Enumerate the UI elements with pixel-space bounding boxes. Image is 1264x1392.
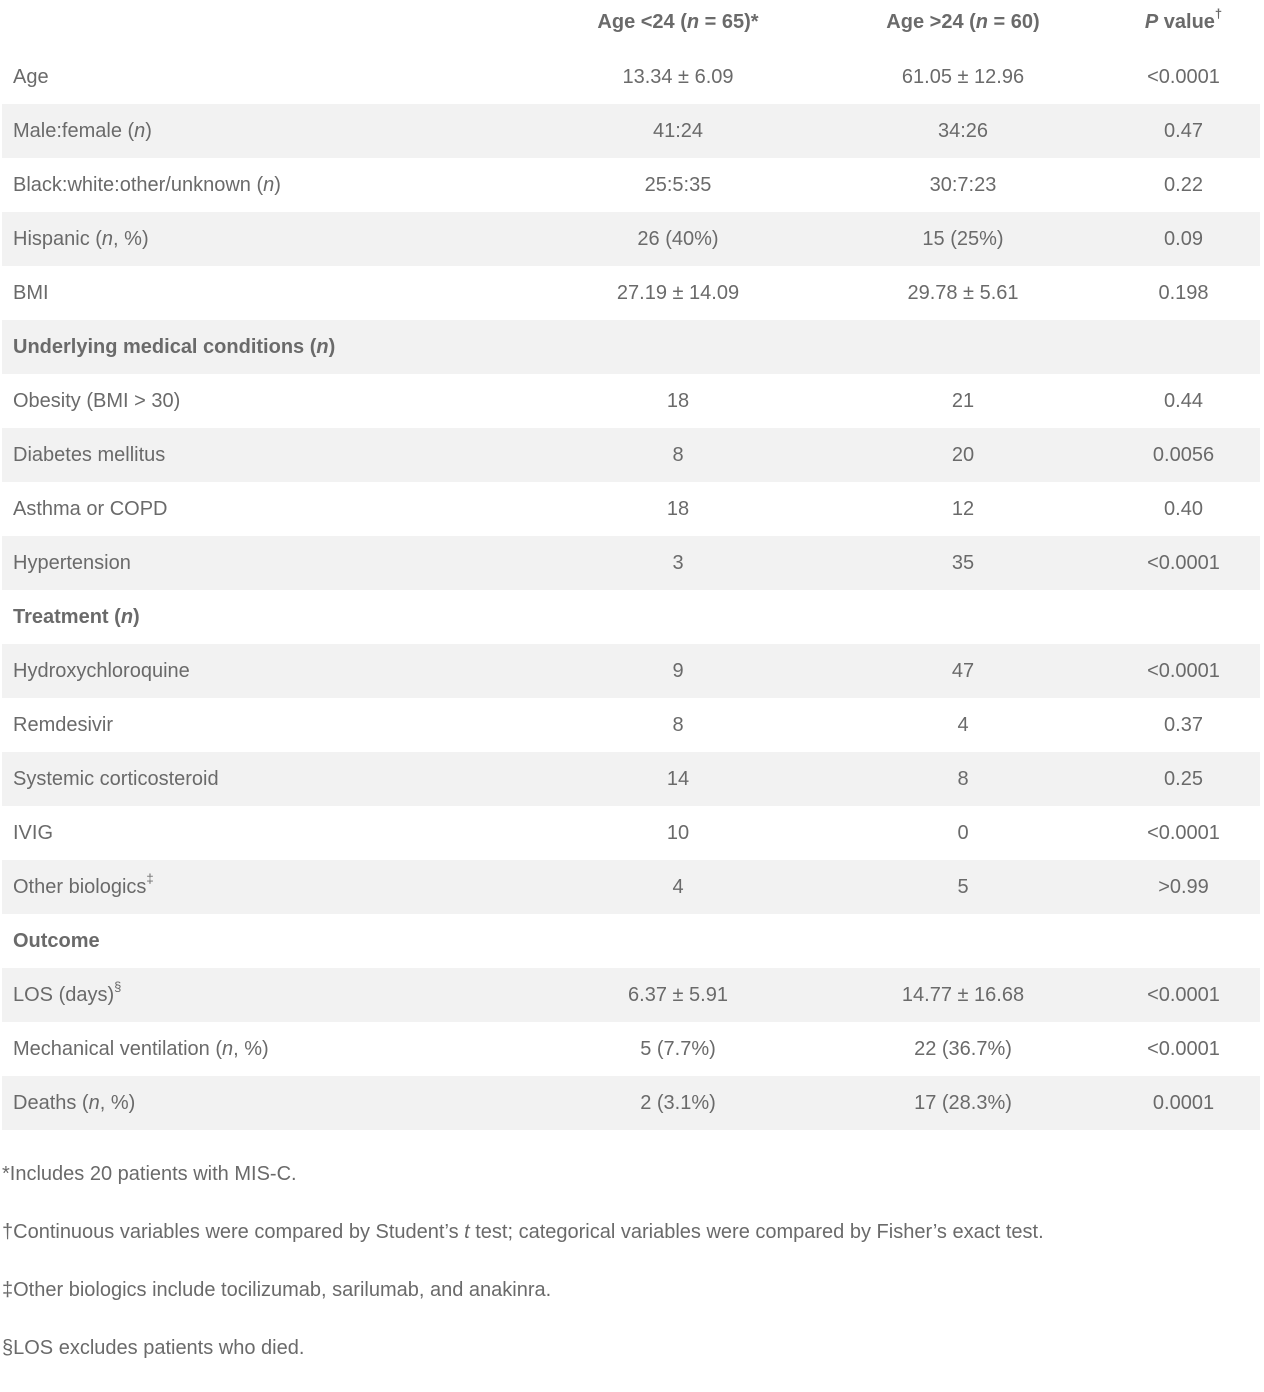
row-label-pre: Diabetes mellitus [13,443,166,466]
value-age-under-24: 9 [672,659,684,682]
row-label [2,606,537,629]
footnote-pre: †Continuous variables were compared by Student’s [2,1221,465,1243]
header-text: = 65)* [699,10,759,33]
header-superscript: † [1214,5,1223,21]
header-italic: n [686,10,700,33]
table-row [2,1022,1260,1076]
row-label-post: , %) [99,1091,136,1114]
row-label-pre: Age [13,65,49,88]
footnote-pre: §LOS excludes patients who died. [2,1337,305,1359]
p-value: <0.0001 [1147,983,1220,1006]
row-label [2,228,537,251]
value-age-over-24: 20 [951,443,975,466]
row-label [2,336,537,359]
table-row [2,644,1260,698]
section-header-row [2,320,1260,374]
p-value: <0.0001 [1147,659,1220,682]
header-age-under-24 [537,11,819,34]
row-label [2,1092,537,1115]
table-row [2,860,1260,914]
header-italic: n [975,10,988,33]
footnote-ital: t [464,1221,470,1243]
footnote [2,1334,1252,1392]
row-label [2,120,537,143]
row-label-post: , %) [113,227,149,250]
table-row [2,752,1260,806]
row-label-post: ) [274,173,281,196]
row-label [2,444,537,467]
p-value: 0.22 [1164,173,1203,196]
row-label-ital: n [316,335,329,358]
p-value: 0.40 [1164,497,1203,520]
row-label-post: ) [133,605,140,628]
row-label [2,282,537,305]
value-age-over-24: 47 [951,659,975,682]
row-label [2,390,537,413]
footnote [2,1276,1252,1334]
table-row [2,698,1260,752]
row-label [2,552,537,575]
value-age-over-24: 22 (36.7%) [914,1037,1012,1060]
row-label [2,930,537,953]
footnote-post: test; categorical variables were compared by Fisher’s exact test. [469,1221,1044,1243]
row-label-ital: n [101,227,114,250]
header-text: value [1158,10,1215,33]
row-label-pre: Mechanical ventilation ( [13,1037,222,1060]
value-age-over-24: 15 (25%) [922,227,1004,250]
value-age-under-24: 8 [672,713,684,736]
row-label-pre: Hispanic ( [13,227,102,250]
value-age-under-24: 10 [666,821,690,844]
row-label [2,174,537,197]
row-label [2,1038,537,1061]
value-age-over-24: 35 [951,551,975,574]
table-body [2,50,1260,1130]
row-label-ital: n [88,1091,100,1114]
row-label-post: ) [328,335,336,358]
value-age-under-24: 5 (7.7%) [640,1037,716,1060]
row-label [2,768,537,791]
value-age-over-24: 0 [957,821,969,844]
header-age-over-24 [819,11,1107,34]
p-value: 0.37 [1164,713,1203,736]
row-label-pre: IVIG [13,821,54,844]
value-age-under-24: 25:5:35 [644,173,712,196]
footnote [2,1218,1252,1276]
value-age-under-24: 13.34 ± 6.09 [622,65,734,88]
value-age-over-24: 21 [951,389,975,412]
characteristics-table [2,0,1260,1130]
table-row [2,428,1260,482]
row-label-ital: n [120,605,134,628]
value-age-under-24: 41:24 [652,119,704,142]
row-label-pre: Systemic corticosteroid [13,767,219,790]
table-row [2,482,1260,536]
p-value: 0.0001 [1152,1091,1215,1114]
row-label-pre: Asthma or COPD [13,497,168,520]
row-label-pre: Obesity (BMI > 30) [13,389,181,412]
header-text: Age <24 ( [597,10,687,33]
table-row [2,158,1260,212]
value-age-under-24: 14 [666,767,690,790]
table-row [2,50,1260,104]
row-label [2,498,537,521]
row-label [2,660,537,683]
row-label-pre: Deaths ( [13,1091,89,1114]
p-value: >0.99 [1158,875,1209,898]
section-header-row [2,590,1260,644]
value-age-over-24: 30:7:23 [929,173,997,196]
value-age-over-24: 29.78 ± 5.61 [907,281,1019,304]
section-header-row [2,914,1260,968]
p-value: <0.0001 [1147,821,1220,844]
row-label-post: , %) [233,1037,269,1060]
table-footnotes [2,1160,1252,1392]
value-age-over-24: 12 [951,497,975,520]
row-label-pre: Hydroxychloroquine [13,659,190,682]
p-value: 0.44 [1164,389,1203,412]
header-text: = 60) [988,10,1040,33]
row-label [2,714,537,737]
table-row [2,968,1260,1022]
value-age-under-24: 18 [666,497,690,520]
p-value: 0.47 [1164,119,1203,142]
p-value: 0.198 [1158,281,1209,304]
value-age-over-24: 34:26 [937,119,989,142]
row-label-pre: Male:female ( [13,119,135,142]
row-label-ital: n [222,1037,234,1060]
value-age-under-24: 8 [672,443,684,466]
row-label-ital: n [263,173,275,196]
row-label-sup: § [114,978,122,994]
row-label-pre: Other biologics [13,875,147,898]
p-value: 0.25 [1164,767,1203,790]
row-label-pre: Hypertension [13,551,131,574]
row-label-pre: Black:white:other/unknown ( [13,173,264,196]
row-label [2,870,537,899]
value-age-under-24: 2 (3.1%) [640,1091,716,1114]
header-italic: P [1144,10,1159,33]
value-age-over-24: 14.77 ± 16.68 [901,983,1025,1006]
table-row [2,104,1260,158]
header-p-value [1107,5,1260,34]
p-value: <0.0001 [1147,1037,1220,1060]
footnote-pre: ‡Other biologics include tocilizumab, sarilumab, and anakinra. [2,1279,552,1301]
header-text: Age >24 ( [886,10,976,33]
value-age-under-24: 6.37 ± 5.91 [628,983,728,1006]
table-row [2,806,1260,860]
footnote-pre: *Includes 20 patients with MIS-C. [2,1163,297,1185]
table-row [2,266,1260,320]
p-value: <0.0001 [1147,65,1220,88]
value-age-under-24: 26 (40%) [637,227,719,250]
table-row [2,1076,1260,1130]
p-value: <0.0001 [1147,551,1220,574]
row-label-pre: Outcome [13,929,100,952]
value-age-over-24: 8 [957,767,969,790]
value-age-under-24: 18 [666,389,690,412]
value-age-over-24: 4 [957,713,969,736]
table-header-row [2,0,1260,50]
footnote [2,1160,1252,1218]
row-label-pre: Remdesivir [13,713,114,736]
value-age-over-24: 5 [957,875,969,898]
value-age-over-24: 17 (28.3%) [914,1091,1012,1114]
p-value: 0.09 [1164,227,1203,250]
value-age-under-24: 27.19 ± 14.09 [616,281,740,304]
row-label [2,66,537,89]
table-row [2,374,1260,428]
table-row [2,212,1260,266]
row-label-ital: n [134,119,146,142]
p-value: 0.0056 [1152,443,1215,466]
row-label-pre: BMI [13,281,49,304]
row-label [2,978,537,1007]
table-row [2,536,1260,590]
value-age-under-24: 4 [672,875,684,898]
row-label-pre: Underlying medical conditions ( [13,335,317,358]
row-label-post: ) [145,119,152,142]
value-age-over-24: 61.05 ± 12.96 [901,65,1025,88]
row-label-sup: ‡ [146,870,154,886]
row-label-pre: Treatment ( [13,605,121,628]
value-age-under-24: 3 [672,551,684,574]
row-label [2,822,537,845]
row-label-pre: LOS (days) [13,983,115,1006]
